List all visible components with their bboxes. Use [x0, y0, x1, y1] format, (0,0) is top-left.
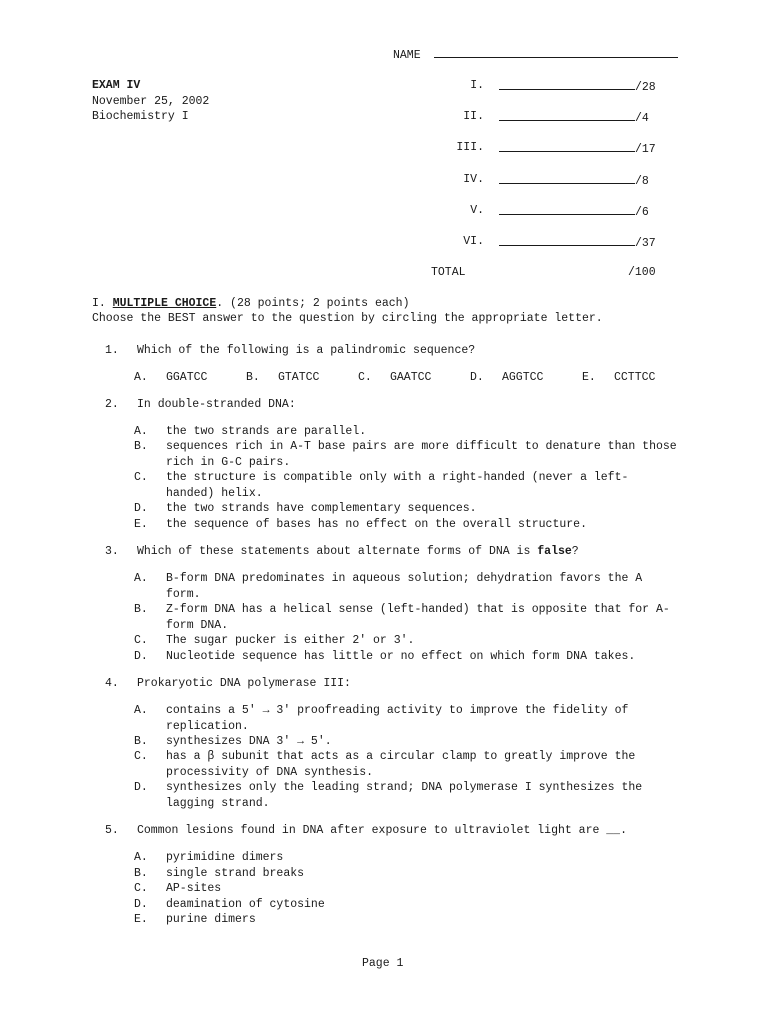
q5-option-e[interactable] [134, 912, 686, 928]
q4-option-b[interactable] [134, 734, 686, 750]
q5-option-b-text: single strand breaks [166, 867, 305, 880]
q5-option-a-letter: A. [134, 851, 148, 864]
q1-option-e-text: CCTTCC [614, 371, 656, 384]
q2-option-b[interactable] [134, 439, 686, 470]
score-row-1 [499, 78, 656, 96]
score-blank-3[interactable] [499, 140, 635, 152]
score-total-1: /28 [635, 81, 656, 94]
q4-option-c[interactable] [134, 749, 686, 780]
q5-option-d-letter: D. [134, 898, 148, 911]
q2-option-d-letter: D. [134, 502, 148, 515]
score-blank-5[interactable] [499, 203, 635, 215]
q5-option-a[interactable] [134, 850, 686, 866]
question-2 [105, 397, 296, 413]
question-1-text: Which of the following is a palindromic sequence? [137, 344, 476, 357]
q2-option-a[interactable] [134, 424, 686, 440]
score-row-4 [499, 172, 649, 190]
q4-option-c-letter: C. [134, 750, 148, 763]
q1-option-d[interactable] [470, 370, 484, 386]
q2-option-b-text: sequences rich in A-T base pairs are more difficult to denature than those rich in G-C pairs. [166, 440, 684, 469]
name-blank-line[interactable] [434, 46, 678, 58]
q4-option-a-letter: A. [134, 704, 148, 717]
question-3-emphasis: false [537, 545, 572, 558]
exam-title: EXAM IV [92, 79, 141, 92]
question-5-number: 5. [105, 824, 119, 837]
q3-option-d-letter: D. [134, 650, 148, 663]
q2-option-c-text: the structure is compatible only with a right-handed (never a left-handed) helix. [166, 471, 629, 500]
q5-option-c-letter: C. [134, 882, 148, 895]
q5-option-d[interactable] [134, 897, 686, 913]
score-row-3 [499, 140, 656, 158]
section-instructions: Choose the BEST answer to the question by circling the appropriate letter. [92, 312, 603, 325]
question-4 [105, 676, 351, 692]
score-total-5: /6 [635, 206, 649, 219]
question-4-number: 4. [105, 677, 119, 690]
question-4-text: Prokaryotic DNA polymerase III: [137, 677, 351, 690]
q5-option-b-letter: B. [134, 867, 148, 880]
q3-option-a-letter: A. [134, 572, 148, 585]
score-label-2: II. [463, 110, 484, 123]
score-total-label: TOTAL [431, 266, 466, 279]
q2-option-a-letter: A. [134, 425, 148, 438]
question-5 [105, 823, 627, 839]
score-total-value: /100 [628, 266, 656, 279]
section-numeral: I. [92, 297, 106, 310]
section-heading [92, 296, 409, 312]
q2-option-a-text: the two strands are parallel. [166, 425, 367, 438]
q5-option-e-letter: E. [134, 913, 148, 926]
q3-option-d[interactable] [134, 649, 686, 665]
question-1-number: 1. [105, 344, 119, 357]
q1-option-b-letter: B. [246, 371, 260, 384]
score-total-6: /37 [635, 237, 656, 250]
question-3-number: 3. [105, 545, 119, 558]
question-2-number: 2. [105, 398, 119, 411]
score-blank-1[interactable] [499, 78, 635, 90]
question-3-end: ? [571, 545, 579, 558]
q3-option-b[interactable] [134, 602, 671, 633]
q5-option-a-text: pyrimidine dimers [166, 851, 284, 864]
q2-option-e[interactable] [134, 517, 686, 533]
question-3 [105, 544, 579, 560]
q1-option-d-text: AGGTCC [502, 371, 544, 384]
q3-option-c-letter: C. [134, 634, 148, 647]
q1-option-c-letter: C. [358, 371, 372, 384]
q5-option-b[interactable] [134, 866, 686, 882]
score-row-2 [499, 109, 649, 127]
q4-option-b-letter: B. [134, 735, 148, 748]
q5-option-d-text: deamination of cytosine [166, 898, 325, 911]
score-blank-6[interactable] [499, 234, 635, 246]
q2-option-c-letter: C. [134, 471, 148, 484]
score-label-4: IV. [463, 173, 484, 186]
q3-option-b-letter: B. [134, 603, 148, 616]
score-blank-2[interactable] [499, 109, 635, 121]
course-name: Biochemistry I [92, 110, 189, 123]
name-field-row [393, 46, 678, 64]
question-5-text: Common lesions found in DNA after exposure to ultraviolet light are __. [137, 824, 627, 837]
q1-option-b[interactable] [246, 370, 260, 386]
q4-option-c-text: has a β subunit that acts as a circular clamp to greatly improve the processivity of DNA synthesis. [166, 750, 643, 779]
score-label-5: V. [470, 204, 484, 217]
q1-option-e[interactable] [582, 370, 596, 386]
q1-option-a-letter: A. [134, 371, 148, 384]
section-title: MULTIPLE CHOICE [112, 297, 217, 310]
q1-option-c-text: GAATCC [390, 371, 432, 384]
q4-option-a-text: contains a 5' → 3' proofreading activity to improve the fidelity of replication. [166, 704, 636, 733]
q2-option-d[interactable] [134, 501, 686, 517]
section-points: . (28 points; 2 points each) [216, 297, 410, 310]
q3-option-a-text: B-form DNA predominates in aqueous solution; dehydration favors the A form. [166, 572, 650, 601]
question-3-text: Which of these statements about alternate forms of DNA is [137, 545, 538, 558]
q3-option-b-text: Z-form DNA has a helical sense (left-handed) that is opposite that for A-form DNA. [166, 603, 670, 632]
score-row-5 [499, 203, 649, 221]
score-label-1: I. [470, 79, 484, 92]
q4-option-d-text: synthesizes only the leading strand; DNA polymerase I synthesizes the lagging strand. [166, 781, 650, 810]
score-total-2: /4 [635, 112, 649, 125]
q2-option-d-text: the two strands have complementary sequences. [166, 502, 477, 515]
q3-option-c-text: The sugar pucker is either 2' or 3'. [166, 634, 415, 647]
q4-option-d[interactable] [134, 780, 666, 811]
q1-option-b-text: GTATCC [278, 371, 320, 384]
q1-option-e-letter: E. [582, 371, 596, 384]
page-number: Page 1 [362, 957, 404, 970]
q2-option-b-letter: B. [134, 440, 148, 453]
score-blank-4[interactable] [499, 172, 635, 184]
q1-option-a-text: GGATCC [166, 371, 208, 384]
score-total-3: /17 [635, 143, 656, 156]
question-2-text: In double-stranded DNA: [137, 398, 296, 411]
q4-option-a[interactable] [134, 703, 681, 734]
score-row-6 [499, 234, 656, 252]
name-label: NAME [393, 49, 421, 62]
q2-option-c[interactable] [134, 470, 636, 501]
q5-option-c-text: AP-sites [166, 882, 222, 895]
q2-option-e-letter: E. [134, 518, 148, 531]
exam-date: November 25, 2002 [92, 95, 210, 108]
q5-option-e-text: purine dimers [166, 913, 256, 926]
score-total-4: /8 [635, 175, 649, 188]
q2-option-e-text: the sequence of bases has no effect on the overall structure. [166, 518, 587, 531]
q4-option-b-text: synthesizes DNA 3' → 5'. [166, 735, 332, 748]
q1-option-c[interactable] [358, 370, 372, 386]
question-1 [105, 343, 475, 359]
q1-option-d-letter: D. [470, 371, 484, 384]
q1-option-a[interactable] [134, 370, 148, 386]
q3-option-d-text: Nucleotide sequence has little or no effect on which form DNA takes. [166, 650, 636, 663]
q3-option-c[interactable] [134, 633, 686, 649]
q3-option-a[interactable] [134, 571, 676, 602]
q4-option-d-letter: D. [134, 781, 148, 794]
score-label-6: VI. [463, 235, 484, 248]
q5-option-c[interactable] [134, 881, 686, 897]
score-label-3: III. [456, 141, 484, 154]
